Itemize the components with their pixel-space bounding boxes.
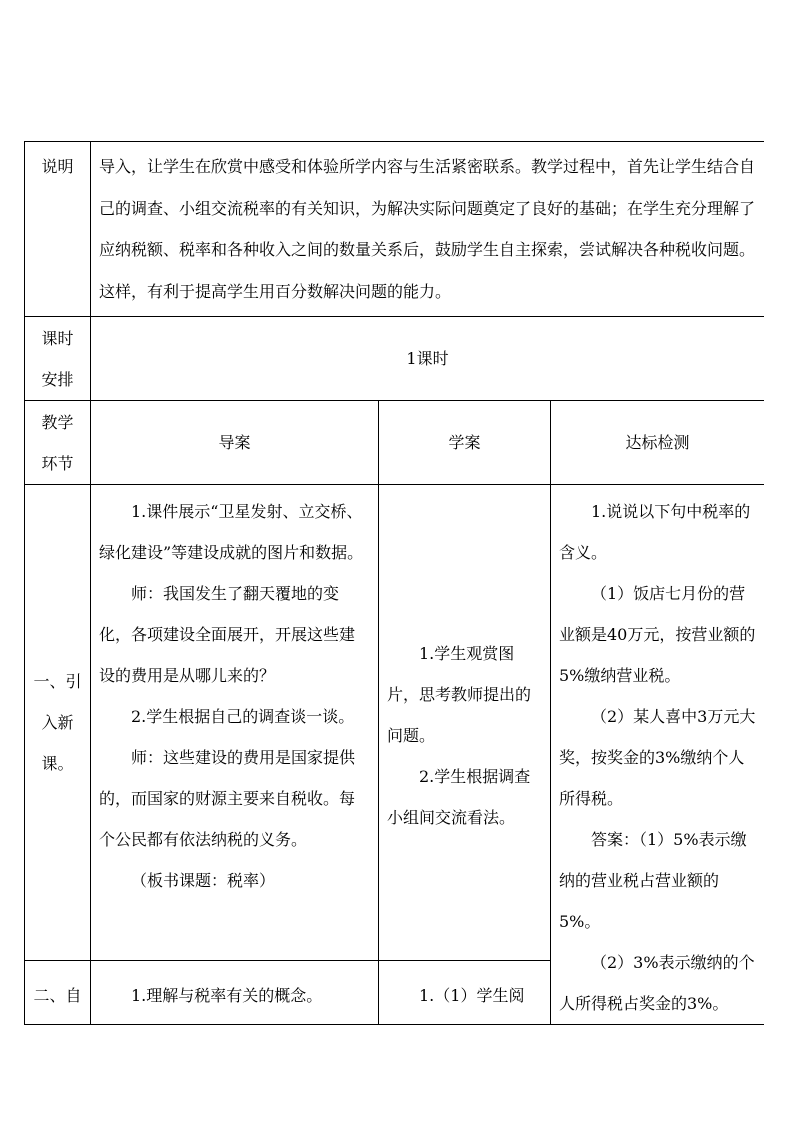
introduction-study: [379, 485, 551, 961]
guide-paragraph: 师：这些建设的费用是国家提供的，而国家的财源主要来自税收。每个公民都有依法纳税的义务。: [99, 748, 356, 849]
teaching-stage-label: [25, 401, 91, 485]
guide-paragraph: 2.学生根据自己的调查谈一谈。: [131, 707, 355, 726]
row-introduction: [25, 485, 765, 961]
introduction-guide: [91, 485, 379, 961]
teaching-stage-label-line2: 环节: [41, 453, 74, 473]
guide-paragraph: （板书课题：税率）: [131, 871, 276, 890]
study-paragraph: 1.学生观赏图片，思考教师提出的问题。: [387, 644, 532, 745]
guide-paragraph: 师：我国发生了翻天覆地的变化，各项建设全面展开，开展这些建设的费用是从哪儿来的？: [99, 584, 356, 685]
self-study-study: [379, 961, 551, 1025]
check-paragraph: 1.说说以下句中税率的含义。: [559, 502, 751, 562]
class-hours-label-line2: 安排: [41, 369, 74, 389]
self-study-label: 二、自: [25, 961, 91, 1025]
class-hours-label: [25, 317, 91, 401]
introduction-check: [551, 485, 765, 1025]
lesson-plan-page: [24, 141, 764, 1063]
header-guide: 导案: [91, 401, 379, 485]
self-study-guide: [91, 961, 379, 1025]
description-text: 导入，让学生在欣赏中感受和体验所学内容与生活紧密联系。教学过程中，首先让学生结合自己的调查、小组交流税率的有关知识，为解决实际问题奠定了良好的基础；在学生充分理解了应纳税额、税率和各种收入之间的数量关系后，鼓励学生自主探索，尝试解决各种税收问题。这样，有利于提高学生用百分数解决问题的能力。: [91, 142, 765, 317]
check-paragraph: （1）饭店七月份的营业额是40万元，按营业额的5%缴纳营业税。: [559, 584, 756, 685]
study-paragraph: 2.学生根据调查小组间交流看法。: [387, 767, 531, 827]
row-description: [25, 142, 765, 317]
study-paragraph: 1.（1）学生阅: [419, 986, 525, 1006]
header-check: 达标检测: [551, 401, 765, 485]
row-header: [25, 401, 765, 485]
lesson-plan-table: [24, 141, 764, 1025]
teaching-stage-label-line1: 教学: [41, 412, 74, 432]
row-class-hours: [25, 317, 765, 401]
check-paragraph: （2）3%表示缴纳的个人所得税占奖金的3%。: [559, 953, 755, 1013]
guide-paragraph: 1.课件展示“卫星发射、立交桥、绿化建设”等建设成就的图片和数据。: [99, 502, 364, 562]
header-study: 学案: [379, 401, 551, 485]
class-hours-label-line1: 课时: [41, 328, 74, 348]
introduction-label: 一、引入新课。: [25, 485, 91, 961]
check-paragraph: 答案：（1）5%表示缴纳的营业税占营业额的5%。: [559, 830, 747, 931]
class-hours-value: 1课时: [91, 317, 765, 401]
check-paragraph: （2）某人喜中3万元大奖，按奖金的3%缴纳个人所得税。: [559, 707, 756, 808]
guide-paragraph: 1.理解与税率有关的概念。: [131, 986, 323, 1006]
description-label: 说明: [25, 142, 91, 317]
